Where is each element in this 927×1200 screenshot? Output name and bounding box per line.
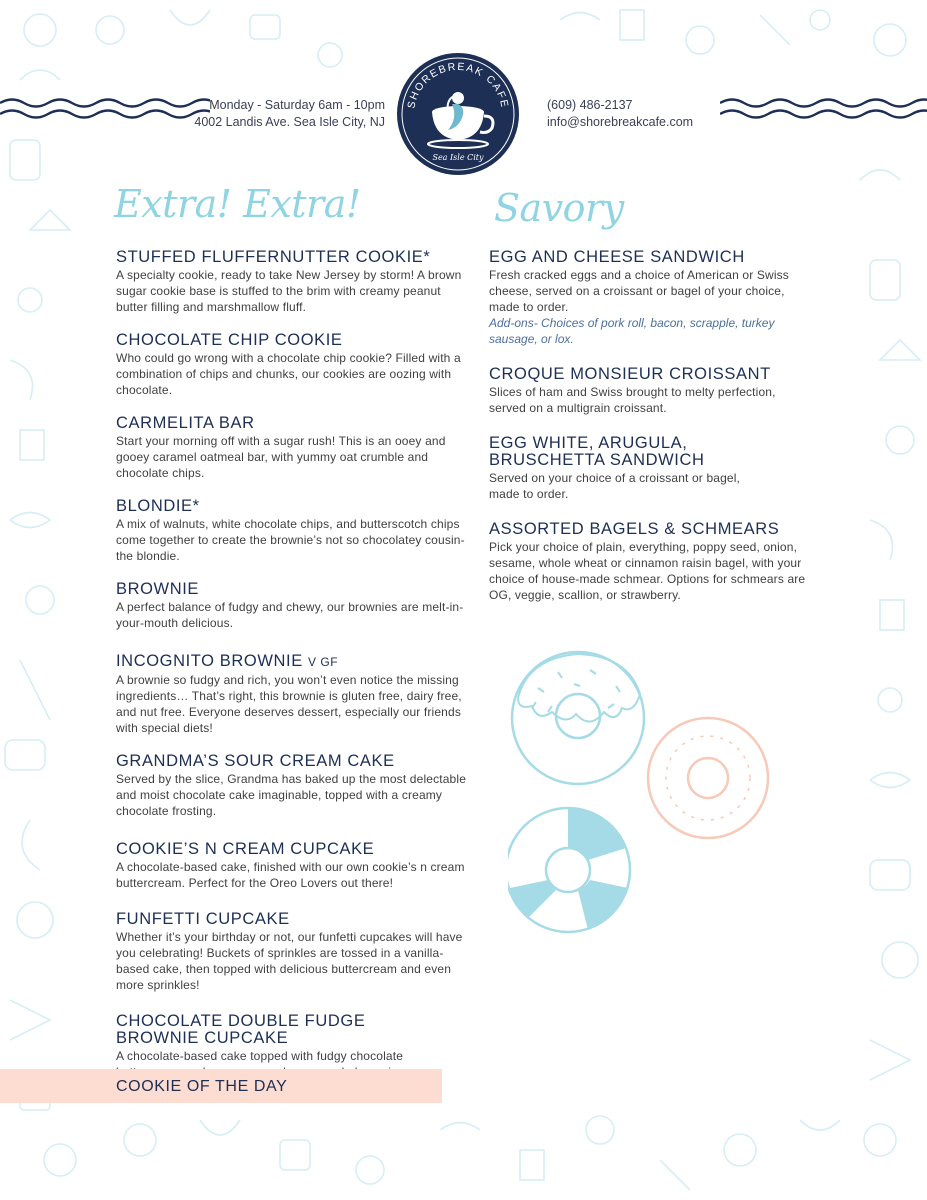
item-description: Slices of ham and Swiss brought to melty perfection, served on a multigrain croissant. <box>489 385 776 415</box>
donut-illustrations <box>508 648 858 948</box>
item-name: CHOCOLATE DOUBLE FUDGE BROWNIE CUPCAKE <box>116 1012 366 1047</box>
menu-item <box>116 249 466 315</box>
item-name: EGG WHITE, ARUGULA, BRUSCHETTA SANDWICH <box>489 434 705 469</box>
item-description: A mix of walnuts, white chocolate chips, and butterscotch chips come together to create the brownie’s not so chocolatey cousin- the blondie. <box>116 517 465 563</box>
menu-item <box>116 498 466 564</box>
item-description: Served on your choice of a croissant or bagel, made to order. <box>489 471 741 501</box>
item-name: CROQUE MONSIEUR CROISSANT <box>489 365 771 383</box>
cookie-of-the-day-band <box>0 1069 442 1103</box>
item-name: EGG AND CHEESE SANDWICH <box>489 248 745 266</box>
menu-item <box>489 366 814 416</box>
item-name: CHOCOLATE CHIP COOKIE <box>116 331 343 349</box>
email-link[interactable]: info@shorebreakcafe.com <box>547 115 694 129</box>
sprinkled-donut-peach <box>648 718 768 838</box>
item-description: A specialty cookie, ready to take New Jersey by storm! A brown sugar cookie base is stuffed to the brim with creamy peanut butter filling and marshmallow fluff. <box>116 268 462 314</box>
item-description: A chocolate-based cake, finished with our own cookie’s n cream buttercream. Perfect for the Oreo Lovers out there! <box>116 860 465 890</box>
item-description: Pick your choice of plain, everything, poppy seed, onion, sesame, whole wheat or cinnamon raisin bagel, with your choice of house-made schmear. Options for schmears are OG, veggie, scallion, or strawberry. <box>489 540 806 602</box>
item-name: BLONDIE* <box>116 497 200 515</box>
logo-name-text: SHOREBREAK CAFE <box>405 60 511 110</box>
item-description: Who could go wrong with a chocolate chip cookie? Filled with a combination of chips and chunks, our cookies are oozing with chocolate. <box>116 351 461 397</box>
savory-section-title: Savory <box>494 186 624 230</box>
striped-donut-blue <box>508 808 630 932</box>
diet-tag: V GF <box>308 655 339 669</box>
shorebreak-cafe-logo <box>396 52 520 176</box>
extra-items-column <box>116 249 466 1097</box>
item-description: Fresh cracked eggs and a choice of American or Swiss cheese, served on a croissant or bagel of your choice, made to order. <box>489 268 789 314</box>
logo-tagline-text: Sea Isle City <box>432 153 484 162</box>
menu-item <box>489 521 814 603</box>
menu-item <box>116 332 466 398</box>
hours-text: Monday - Saturday 6am - 10pm <box>209 98 385 112</box>
extra-section-title: Extra! Extra! <box>114 182 361 226</box>
menu-item <box>489 435 814 502</box>
phone-text: (609) 486-2137 <box>547 98 633 112</box>
item-name: CARMELITA BAR <box>116 414 255 432</box>
menu-item <box>116 841 466 891</box>
item-addons: Add-ons- Choices of pork roll, bacon, scrapple, turkey sausage, or lox. <box>489 316 775 346</box>
item-description: A perfect balance of fudgy and chewy, our brownies are melt-in-your-mouth delicious. <box>116 600 464 630</box>
item-name: FUNFETTI CUPCAKE <box>116 910 290 928</box>
contact-block <box>547 97 767 131</box>
hours-address-block <box>150 97 385 131</box>
item-name <box>116 653 466 671</box>
item-description: Start your morning off with a sugar rush! This is an ooey and gooey caramel oatmeal bar, with yummy oat crumble and chocolate chips. <box>116 434 446 480</box>
item-description: A chocolate-based cake topped with fudgy chocolate <box>116 1049 404 1063</box>
menu-item <box>116 653 466 736</box>
item-description: Whether it’s your birthday or not, our funfetti cupcakes will have you celebrating! Buckets of sprinkles are tossed in a vanilla-based cake, then topped with delicious buttercream and even more sprinkles! <box>116 930 463 992</box>
sprinkled-donut-blue <box>512 652 644 784</box>
menu-item <box>116 911 466 993</box>
item-name: GRANDMA’S SOUR CREAM CAKE <box>116 752 395 770</box>
menu-item <box>116 753 466 819</box>
item-name: COOKIE’S N CREAM CUPCAKE <box>116 840 375 858</box>
item-description: A brownie so fudgy and rich, you won’t even notice the missing ingredients… That’s right, this brownie is gluten free, dairy free, and nut free. Everyone deserves dessert, especially our friends with special diets! <box>116 673 462 735</box>
menu-item <box>489 249 814 347</box>
item-name: ASSORTED BAGELS & SCHMEARS <box>489 520 780 538</box>
savory-items-column <box>489 249 814 620</box>
item-name-text: INCOGNITO BROWNIE <box>116 652 303 670</box>
address-text: 4002 Landis Ave. Sea Isle City, NJ <box>194 115 385 129</box>
item-name: BROWNIE <box>116 580 200 598</box>
item-description: Served by the slice, Grandma has baked up the most delectable and moist chocolate cake imaginable, topped with a creamy chocolate frosting. <box>116 772 467 818</box>
cookie-of-the-day-label: COOKIE OF THE DAY <box>116 1078 288 1095</box>
item-name: STUFFED FLUFFERNUTTER COOKIE* <box>116 248 431 266</box>
menu-item <box>116 581 466 631</box>
menu-item <box>116 415 466 481</box>
